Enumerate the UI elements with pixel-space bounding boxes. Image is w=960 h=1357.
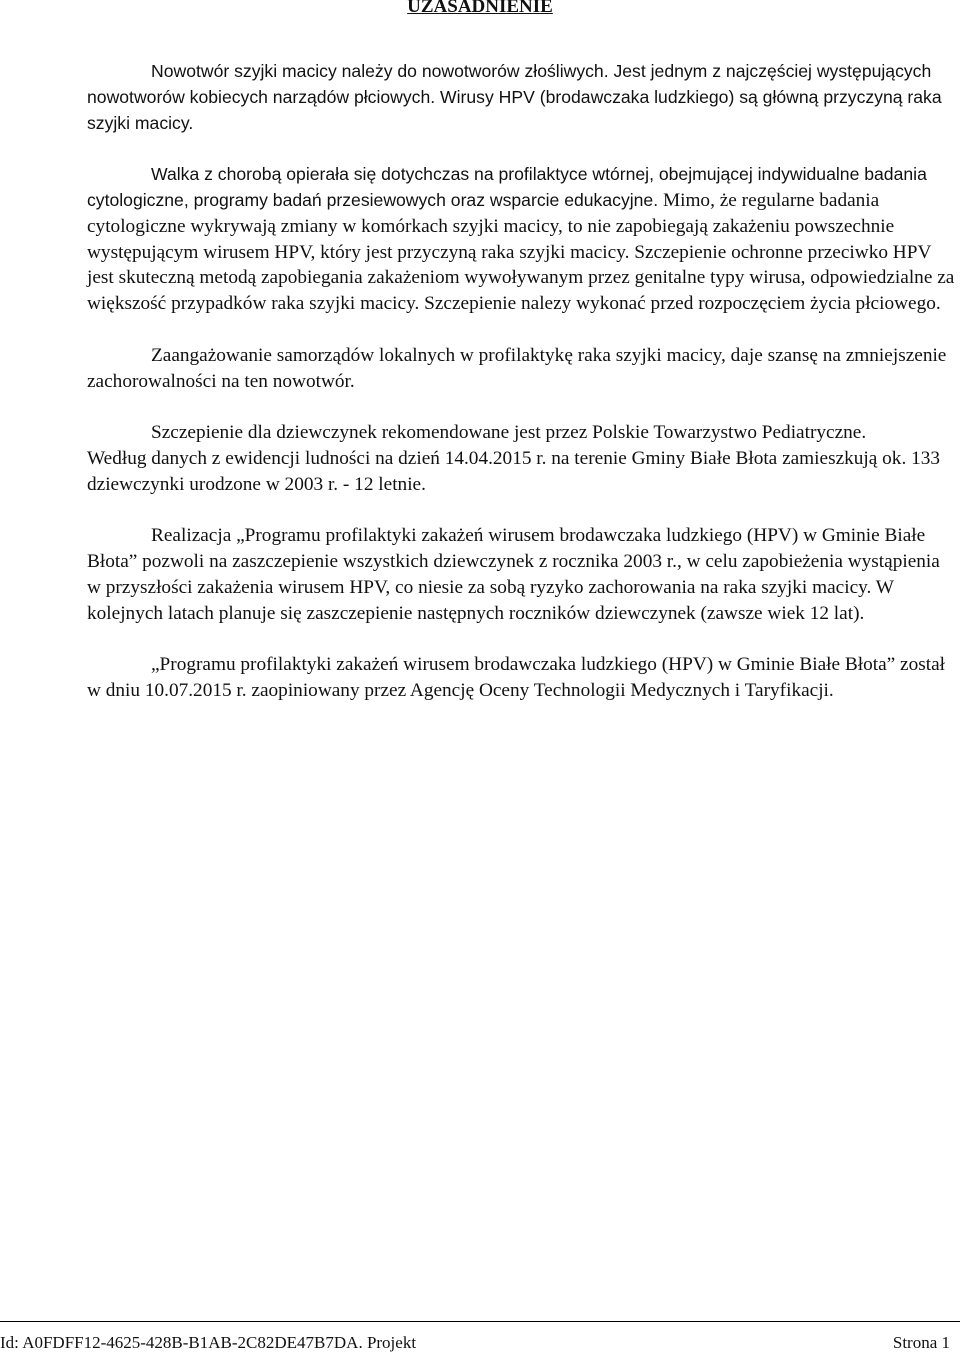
paragraph-prevention-serif-part: Mimo, że regularne badania cytologiczne wykrywają zmiany w komórkach szyjki macicy, to nie zapobiegają zakażeniu powszechnie występującym wirusem HPV, który jest przyczyną raka szyjki macicy. Szczepienie ochronne przeciwko HPV jest skuteczną metodą zapobiegania zakażeniom wywoływanym przez genitalne typy wirusa, odpowiedzialne za większość przypadków raka szyjki macicy. Szczepienie nalezy wykonać przed rozpoczęciem życia płciowego. [87, 189, 955, 315]
paragraph-program-realization: Realizacja „Programu profilaktyki zakażeń wirusem brodawczaka ludzkiego (HPV) w Gminie Białe Błota” pozwoli na zaszczepienie wszystkich dziewczynek z rocznika 2003 r., w celu zapobieżenia wystąpienia w przyszłości zakażenia wirusem HPV, co niesie za sobą ryzyko zachorowania na raka szyjki macicy. W kolejnych latach planuje się zaszczepienie następnych roczników dziewczynek (zawsze wiek 12 lat). [87, 525, 940, 624]
paragraph-agency-opinion: „Programu profilaktyki zakażeń wirusem brodawczaka ludzkiego (HPV) w Gminie Białe Błota” został w dniu 10.07.2015 r. zaopiniowany przez Agencję Oceny Technologii Medycznych i Taryfikacji. [87, 654, 946, 702]
document-body [87, 59, 957, 704]
document-id: Id: A0FDFF12-4625-428B-B1AB-2C82DE47B7DA. Projekt [0, 1333, 417, 1352]
paragraph-recommendation: Szczepienie dla dziewczynek rekomendowane jest przez Polskie Towarzystwo Pediatryczne. [151, 422, 867, 444]
paragraph-hpv-intro: Nowotwór szyjki macicy należy do nowotworów złośliwych. Jest jednym z najczęściej występujących nowotworów kobiecych narządów płciowych. Wirusy HPV (brodawczaka ludzkiego) są główną przyczyną raka szyjki macicy. [87, 61, 942, 133]
paragraph-prevention [87, 162, 957, 317]
page-footer [0, 1321, 960, 1357]
document-title: UZASADNIENIE [407, 0, 553, 17]
paragraph-population-data: Według danych z ewidencji ludności na dzień 14.04.2015 r. na terenie Gminy Białe Błota zamieszkują ok. 133 dziewczynki urodzone w 2003 r. - 12 letnie. [87, 447, 941, 495]
paragraph-local-government: Zaangażowanie samorządów lokalnych w profilaktykę raka szyjki macicy, daje szansę na zmniejszenie zachorowalności na ten nowotwór. [87, 344, 947, 392]
page-number: Strona 1 [892, 1333, 950, 1352]
paragraph-prevention-sans-part: Walka z chorobą opierała się dotychczas na profilaktyce wtórnej, obejmującej indywidualne badania cytologiczne, programy badań przesiewowych oraz wsparcie edukacyjne. [87, 164, 927, 210]
